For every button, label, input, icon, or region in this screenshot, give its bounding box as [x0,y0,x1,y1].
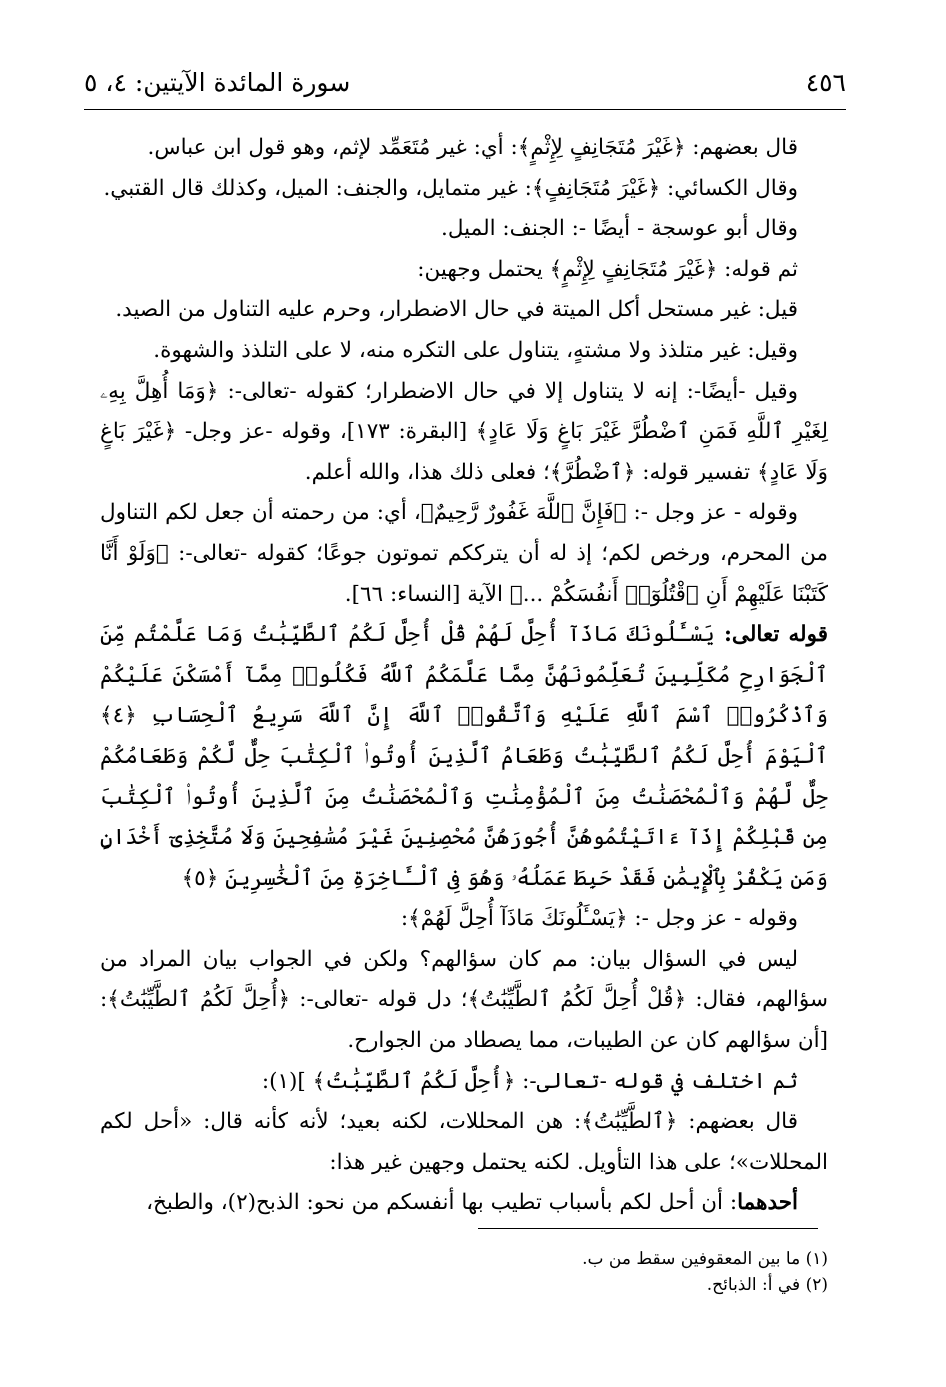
paragraph: وقال الكسائي: ﴿غَيْرَ مُتَجَانِفٍ﴾: غير متمايل، والجنف: الميل، وكذلك قال القتبي. [103,175,798,201]
paragraph: ثم اختلف في قوله -تعالى-: ﴿أُحِلَّ لَكُمُ ٱلطَّيِّبَٰتُ﴾ ](١): [261,1068,798,1094]
paragraph: قال بعضهم: ﴿غَيْرَ مُتَجَانِفٍ لِإِثْمٍ﴾: أي: غير مُتَعَمِّد لإثم، وهو قول ابن عباس. [147,135,798,160]
paragraph: وقوله - عز وجل -: ﴿فَإِنَّ ٱللَّهَ غَفُورٌ رَّحِيمٌ﴾، أي: من رحمته أن جعل لكم التناول من المحرم، ورخص لكم؛ إذ له أن يترككم تموتون جوعًا؛ كقوله -تعالى-: ﴿وَلَوْ أَنَّا كَتَبْنَا عَلَيْهِمْ أَنِ ٱقْتُلُوٓا۟ أَنفُسَكُمْ ...﴾ الآية [النساء: ٦٦]. [100,500,828,607]
paragraph: وقال أبو عوسجة - أيضًا -: الجنف: الميل. [441,216,798,242]
paragraph-text: أن أحل لكم بأسباب تطيب بها أنفسكم من نحو: الذبح(٢)، والطبخ، [146,1190,724,1216]
paragraph: قال بعضهم: ﴿ٱلطَّيِّبَٰتُ﴾: هن المحللات، لكنه بعيد؛ لأنه كأنه قال: «أحل لكم المحللات»؛ على هذا التأويل. لكنه يحتمل وجهين غير هذا: [100,1109,828,1175]
footnote: (١) ما بين المعقوفين سقط من ب. [582,1249,828,1269]
running-header [84,64,846,100]
paragraph: وقوله - عز وجل -: ﴿يَسْـَٔلُونَكَ مَاذَآ أُحِلَّ لَهُمْ﴾: [400,906,798,932]
main-text [100,128,828,1224]
paragraph: وقيل: غير متلذذ ولا مشتهٍ، يتناول على التكره منه، لا على التلذذ والشهوة. [153,337,798,363]
paragraph [100,1183,828,1224]
paragraph: وقيل -أيضًا-: إنه لا يتناول إلا في حال الاضطرار؛ كقوله -تعالى-: ﴿وَمَا أُهِلَّ بِهِۦ لِغَيْرِ ٱللَّهِ فَمَنِ ٱضْطُرَّ غَيْرَ بَاغٍ وَلَا عَادٍ﴾ [البقرة: ١٧٣]، وقوله -عز وجل- ﴿غَيْرَ بَاغٍ وَلَا عَادٍ﴾ تفسير قوله: ﴿ٱضْطُرَّ﴾؛ فعلى ذلك هذا، والله أعلم. [100,378,828,485]
first-label: أحدهما [737,1190,798,1216]
footnotes [100,1246,828,1298]
page-number: ٤٥٦ [805,67,846,97]
header-rule [84,109,846,110]
paragraph: ثم قوله: ﴿غَيْرَ مُتَجَانِفٍ لِإِثْمٍ﴾ يحتمل وجهين: [417,256,798,282]
running-title: سورة المائدة الآيتين: ٤، ٥ [84,67,351,97]
verse-text: يَسْـَٔلُونَكَ مَاذَآ أُحِلَّ لَهُمْ قُلْ أُحِلَّ لَكُمُ ٱلطَّيِّبَٰتُ وَمَا عَلَّمْتُم مِّنَ ٱلْجَوَارِحِ مُكَلِّبِينَ تُعَلِّمُونَهُنَّ مِمَّا عَلَّمَكُمُ ٱللَّهُ فَكُلُوا۟ مِمَّآ أَمْسَكْنَ عَلَيْكُمْ وَٱذْكُرُوا۟ ٱسْمَ ٱللَّهِ عَلَيْهِ وَٱتَّقُوا۟ ٱللَّهَ إِنَّ ٱللَّهَ سَرِيعُ ٱلْحِسَابِ ﴿٤﴾ ٱلْيَوْمَ أُحِلَّ لَكُمُ ٱلطَّيِّبَٰتُ وَطَعَامُ ٱلَّذِينَ أُوتُوا۟ ٱلْكِتَٰبَ حِلٌّ لَّكُمْ وَطَعَامُكُمْ حِلٌّ لَّهُمْ وَٱلْمُحْصَنَٰتُ مِنَ ٱلْمُؤْمِنَٰتِ وَٱلْمُحْصَنَٰتُ مِنَ ٱلَّذِينَ أُوتُوا۟ ٱلْكِتَٰبَ مِن قَبْلِكُمْ إِذَآ ءَاتَيْتُمُوهُنَّ أُجُورَهُنَّ مُحْصِنِينَ غَيْرَ مُسَٰفِحِينَ وَلَا مُتَّخِذِىٓ أَخْدَانٍ وَمَن يَكْفُرْ بِٱلْإِيمَٰنِ فَقَدْ حَبِطَ عَمَلُهُۥ وَهُوَ فِى ٱلْـَٔاخِرَةِ مِنَ ٱلْخَٰسِرِينَ ﴿٥﴾ [100,622,828,891]
paragraph: ليس في السؤال بيان: مم كان سؤالهم؟ ولكن في الجواب بيان المراد من سؤالهم، فقال: ﴿قُلْ أُحِلَّ لَكُمُ ٱلطَّيِّبَٰتُ﴾؛ دل قوله -تعالى-: ﴿أُحِلَّ لَكُمُ ٱلطَّيِّبَٰتُ﴾: [أن سؤالهم كان عن الطيبات، مما يصطاد من الجوارح. [100,946,828,1054]
paragraph: قيل: غير مستحل أكل الميتة في حال الاضطرار، وحرم عليه التناول من الصيد. [115,297,798,323]
verse-block [100,615,828,899]
footnote-rule [478,1228,818,1229]
footnote: (٢) في أ: الذبائح. [706,1275,828,1295]
verse-intro: قوله تعالى: [714,622,828,648]
label-separator: : [723,1190,738,1216]
